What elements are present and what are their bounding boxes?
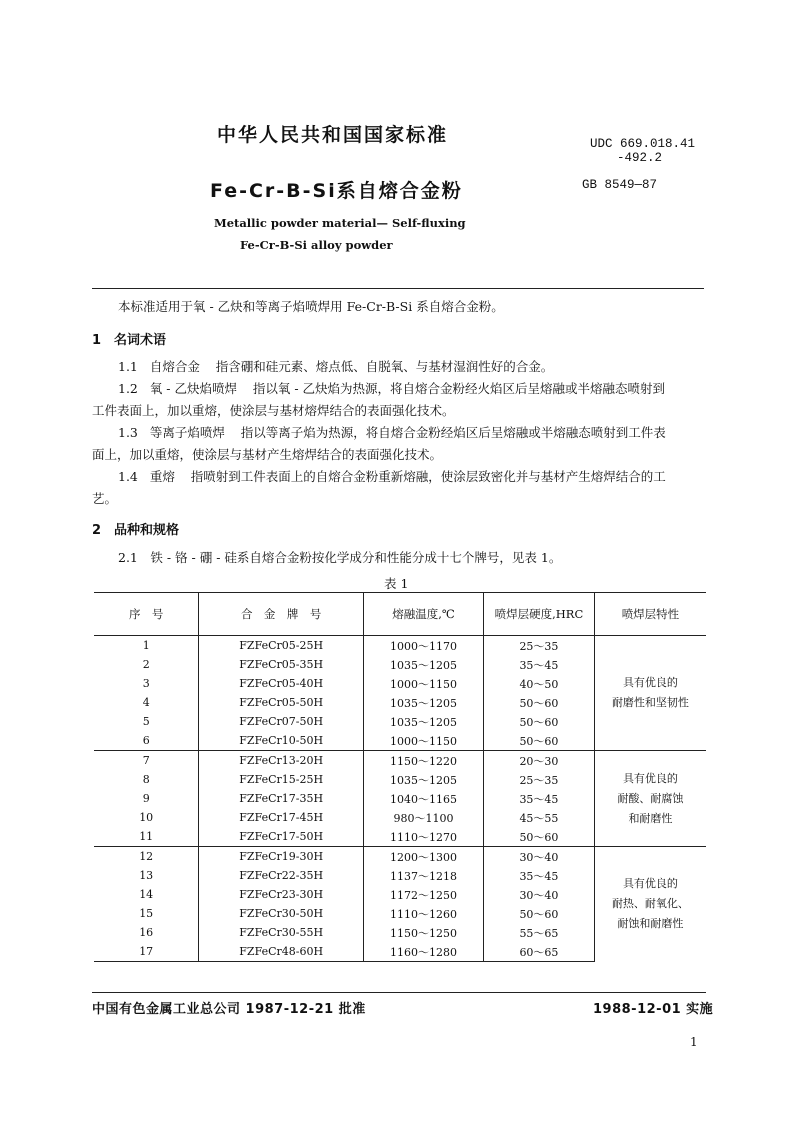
cell-hardness: 35～45	[484, 655, 595, 674]
cell-temp: 1110～1270	[364, 827, 484, 847]
cell-temp: 1035～1205	[364, 712, 484, 731]
cell-serial: 16	[94, 923, 199, 942]
term-1-2-cont: 工件表面上，加以重熔，使涂层与基材熔焊结合的表面强化技术。	[92, 403, 455, 418]
cell-grade: FZFeCr30-50H	[199, 904, 364, 923]
term-1-2	[118, 378, 665, 400]
cell-grade: FZFeCr15-25H	[199, 770, 364, 789]
term-name: 氧 - 乙炔焰喷焊	[149, 381, 237, 396]
gb-number: GB 8549—87	[582, 178, 658, 192]
cell-hardness: 30～40	[484, 847, 595, 867]
page-number: 1	[690, 1035, 698, 1049]
cell-hardness: 25～35	[484, 636, 595, 656]
alloy-grade-table	[94, 592, 706, 962]
cell-serial: 17	[94, 942, 199, 962]
cell-hardness: 20～30	[484, 751, 595, 771]
term-1-3	[118, 422, 666, 444]
cell-temp: 980～1100	[364, 808, 484, 827]
cell-grade: FZFeCr22-35H	[199, 866, 364, 885]
english-title-line1: Metallic powder material— Self-fluxing	[214, 216, 466, 230]
term-1-1	[118, 356, 553, 378]
cell-hardness: 50～60	[484, 731, 595, 751]
cell-temp: 1200～1300	[364, 847, 484, 867]
cell-grade: FZFeCr05-50H	[199, 693, 364, 712]
cell-serial: 15	[94, 904, 199, 923]
implementation-date: 1988-12-01 实施	[593, 1002, 714, 1017]
col-header-hardness: 喷焊层硬度,HRC	[484, 593, 595, 636]
cell-grade: FZFeCr23-30H	[199, 885, 364, 904]
cell-serial: 1	[94, 636, 199, 656]
cell-hardness: 45～55	[484, 808, 595, 827]
cell-hardness: 35～45	[484, 789, 595, 808]
clause-2-1: 2.1 铁 - 铬 - 硼 - 硅系自熔合金粉按化学成分和性能分成十七个牌号，见表 1。	[118, 550, 562, 565]
cell-serial: 6	[94, 731, 199, 751]
cell-temp: 1172～1250	[364, 885, 484, 904]
cell-temp: 1150～1250	[364, 923, 484, 942]
term-definition: 指以氧 - 乙炔焰为热源，将自熔合金粉经火焰区后呈熔融或半熔融态喷射到	[252, 381, 666, 396]
cell-serial: 8	[94, 770, 199, 789]
cell-serial: 10	[94, 808, 199, 827]
cell-serial: 14	[94, 885, 199, 904]
cell-temp: 1035～1205	[364, 693, 484, 712]
property-line: 具有优良的	[622, 877, 678, 891]
section2-heading: 2 品种和规格	[92, 523, 180, 538]
cell-serial: 7	[94, 751, 199, 771]
col-header-serial: 序 号	[94, 593, 199, 636]
col-header-grade: 合 金 牌 号	[199, 593, 364, 636]
section1-heading: 1 名词术语	[92, 333, 167, 348]
cell-hardness: 50～60	[484, 827, 595, 847]
term-1-3-cont: 面上，加以重熔，使涂层与基材产生熔焊结合的表面强化技术。	[92, 447, 443, 462]
cell-temp: 1000～1150	[364, 731, 484, 751]
cell-grade: FZFeCr48-60H	[199, 942, 364, 962]
cell-temp: 1110～1260	[364, 904, 484, 923]
term-number: 1.1	[118, 359, 138, 374]
cell-temp: 1035～1205	[364, 770, 484, 789]
cell-property-group1	[594, 636, 706, 751]
cell-temp: 1035～1205	[364, 655, 484, 674]
national-standard-heading: 中华人民共和国国家标准	[217, 124, 449, 146]
cell-temp: 1040～1165	[364, 789, 484, 808]
table-row	[94, 636, 706, 656]
term-name: 等离子焰喷焊	[149, 425, 225, 440]
term-definition: 指以等离子焰为热源，将自熔合金粉经焰区后呈熔融或半熔融态喷射到工件表	[240, 425, 666, 440]
cell-serial: 13	[94, 866, 199, 885]
cell-temp: 1000～1170	[364, 636, 484, 656]
cell-temp: 1150～1220	[364, 751, 484, 771]
property-line: 耐蚀和耐磨性	[617, 917, 684, 931]
cell-grade: FZFeCr17-50H	[199, 827, 364, 847]
property-line: 耐酸、耐腐蚀	[617, 791, 684, 805]
approval-line: 中国有色金属工业总公司 1987-12-21 批准	[92, 1002, 366, 1017]
property-line: 和耐磨性	[628, 811, 673, 825]
bottom-divider	[92, 992, 706, 993]
cell-grade: FZFeCr05-40H	[199, 674, 364, 693]
term-definition: 指含硼和硅元素、熔点低、自脱氧、与基材湿润性好的合金。	[215, 359, 554, 374]
cell-grade: FZFeCr13-20H	[199, 751, 364, 771]
cell-hardness: 50～60	[484, 693, 595, 712]
term-name: 自熔合金	[149, 359, 200, 374]
cell-serial: 9	[94, 789, 199, 808]
cell-grade: FZFeCr17-45H	[199, 808, 364, 827]
intro-paragraph: 本标准适用于氧 - 乙炔和等离子焰喷焊用 Fe-Cr-B-Si 系自熔合金粉。	[118, 299, 504, 314]
cell-property-group3	[594, 847, 706, 962]
cell-grade: FZFeCr17-35H	[199, 789, 364, 808]
cell-grade: FZFeCr30-55H	[199, 923, 364, 942]
cell-hardness: 60～65	[484, 942, 595, 962]
cell-hardness: 35～45	[484, 866, 595, 885]
udc-code-line2: -492.2	[617, 151, 663, 165]
cell-hardness: 50～60	[484, 904, 595, 923]
property-line: 具有优良的	[622, 676, 678, 689]
standard-title: Fe-Cr-B-Si系自熔合金粉	[210, 180, 463, 202]
table-header-row	[94, 593, 706, 636]
cell-hardness: 30～40	[484, 885, 595, 904]
cell-serial: 2	[94, 655, 199, 674]
udc-code-line1: UDC 669.018.41	[590, 137, 696, 151]
cell-hardness: 55～65	[484, 923, 595, 942]
cell-hardness: 40～50	[484, 674, 595, 693]
table-caption: 表 1	[384, 576, 409, 591]
term-1-4	[118, 466, 666, 488]
col-header-melting-temp: 熔融温度,℃	[364, 593, 484, 636]
term-number: 1.3	[118, 425, 138, 440]
cell-serial: 3	[94, 674, 199, 693]
col-header-property: 喷焊层特性	[594, 593, 706, 636]
cell-property-group2	[594, 751, 706, 847]
cell-hardness: 25～35	[484, 770, 595, 789]
table-row	[94, 751, 706, 771]
term-1-4-cont: 艺。	[92, 491, 118, 506]
cell-serial: 12	[94, 847, 199, 867]
cell-grade: FZFeCr19-30H	[199, 847, 364, 867]
cell-grade: FZFeCr05-35H	[199, 655, 364, 674]
top-divider	[92, 288, 704, 289]
cell-temp: 1160～1280	[364, 942, 484, 962]
cell-temp: 1000～1150	[364, 674, 484, 693]
cell-hardness: 50～60	[484, 712, 595, 731]
term-definition: 指喷射到工件表面上的自熔合金粉重新熔融，使涂层致密化并与基材产生熔焊结合的工	[190, 469, 666, 484]
property-line: 耐热、耐氧化、	[611, 897, 689, 911]
cell-temp: 1137～1218	[364, 866, 484, 885]
cell-serial: 11	[94, 827, 199, 847]
term-number: 1.2	[118, 381, 138, 396]
term-number: 1.4	[118, 469, 138, 484]
cell-grade: FZFeCr07-50H	[199, 712, 364, 731]
property-line: 耐磨性和坚韧性	[611, 696, 689, 709]
table-row	[94, 847, 706, 867]
cell-serial: 5	[94, 712, 199, 731]
term-name: 重熔	[149, 469, 175, 484]
cell-grade: FZFeCr05-25H	[199, 636, 364, 656]
cell-grade: FZFeCr10-50H	[199, 731, 364, 751]
english-title-line2: Fe-Cr-B-Si alloy powder	[240, 238, 393, 252]
property-line: 具有优良的	[622, 771, 678, 785]
cell-serial: 4	[94, 693, 199, 712]
